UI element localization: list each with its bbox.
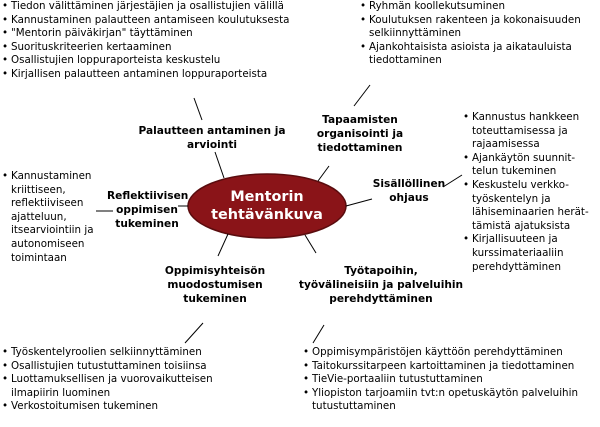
branch-community: Oppimisyhteisön muodostumisen tukeminen — [164, 265, 266, 305]
list-item: • Taitokurssitarpeen kartoittaminen ja tiedottaminen — [303, 360, 578, 374]
list-item: • Osallistujien loppuraporteista keskustelu — [2, 54, 289, 68]
list-reflective — [2, 170, 94, 265]
connector-orientation — [305, 235, 316, 253]
branch-meetings: Tapaamisten organisointi ja tiedottaminen — [316, 114, 404, 154]
connector-feedback — [215, 152, 224, 178]
connector-community-list — [185, 323, 203, 343]
list-item: • Ajankohtaisista asioista ja aikatauluista tiedottaminen — [360, 41, 581, 68]
center-title-line1: Mentorin — [230, 189, 304, 205]
list-item: • Kirjallisen palautteen antaminen loppuraporteista — [2, 68, 289, 82]
connector-meetings-list — [354, 85, 370, 106]
list-item: • Koulutuksen rakenteen ja kokonaisuuden selkiinnyttäminen — [360, 14, 581, 41]
center-title-line2: tehtävänkuva — [211, 207, 323, 223]
branch-orientation: Työtapoihin, työvälineisiin ja palveluihin perehdyttäminen — [298, 265, 464, 305]
list-item: • Kirjallisuuteen ja kurssimateriaaliin perehdyttäminen — [463, 233, 589, 274]
list-item: • Tiedon välittäminen järjestäjien ja osallistujien välillä — [2, 0, 289, 14]
branch-reflective: Reflektiivisen oppimisen tukeminen — [107, 190, 189, 230]
list-item: • Työskentelyroolien selkiinnyttäminen — [2, 346, 213, 360]
list-community — [2, 346, 213, 414]
list-item: • Kannustus hankkeen toteuttamisessa ja rajaamisessa — [463, 111, 589, 152]
list-item: • Kannustaminen kriittiseen, reflektiiviseen ajatteluun, itsearviointiin ja autonomiseen toimintaan — [2, 170, 94, 265]
list-item: • Suorituskriteerien kertaaminen — [2, 41, 289, 55]
list-item: • Osallistujien tutustuttaminen toisiinsa — [2, 360, 213, 374]
list-item: • Keskustelu verkko- työskentelyn ja lähiseminaarien herät- tämistä ajatuksista — [463, 179, 589, 233]
branch-content: Sisällöllinen ohjaus — [372, 178, 446, 204]
list-item: • Oppimisympäristöjen käyttöön perehdyttäminen — [303, 346, 578, 360]
list-item: • TieVie-portaaliin tutustuttaminen — [303, 373, 578, 387]
list-meetings — [360, 0, 581, 68]
list-item: • Kannustaminen palautteen antamiseen koulutuksesta — [2, 14, 289, 28]
center-node — [188, 176, 346, 236]
list-item: • Verkostoitumisen tukeminen — [2, 400, 213, 414]
list-item: • "Mentorin päiväkirjan" täyttäminen — [2, 27, 289, 41]
connector-community — [218, 234, 228, 256]
connector-orientation-list — [313, 325, 324, 343]
connector-feedback-list — [194, 98, 202, 120]
list-item: • Luottamuksellisen ja vuorovaikutteisen ilmapiirin luominen — [2, 373, 213, 400]
branch-feedback: Palautteen antaminen ja arviointi — [138, 125, 286, 151]
list-feedback — [2, 0, 289, 82]
list-orientation — [303, 346, 578, 414]
list-content — [463, 111, 589, 274]
list-item: • Yliopiston tarjoamiin tvt:n opetuskäytön palveluihin tutustuttaminen — [303, 387, 578, 414]
list-item: • Ajankäytön suunnit- telun tukeminen — [463, 152, 589, 179]
list-item: • Ryhmän koollekutsuminen — [360, 0, 581, 14]
